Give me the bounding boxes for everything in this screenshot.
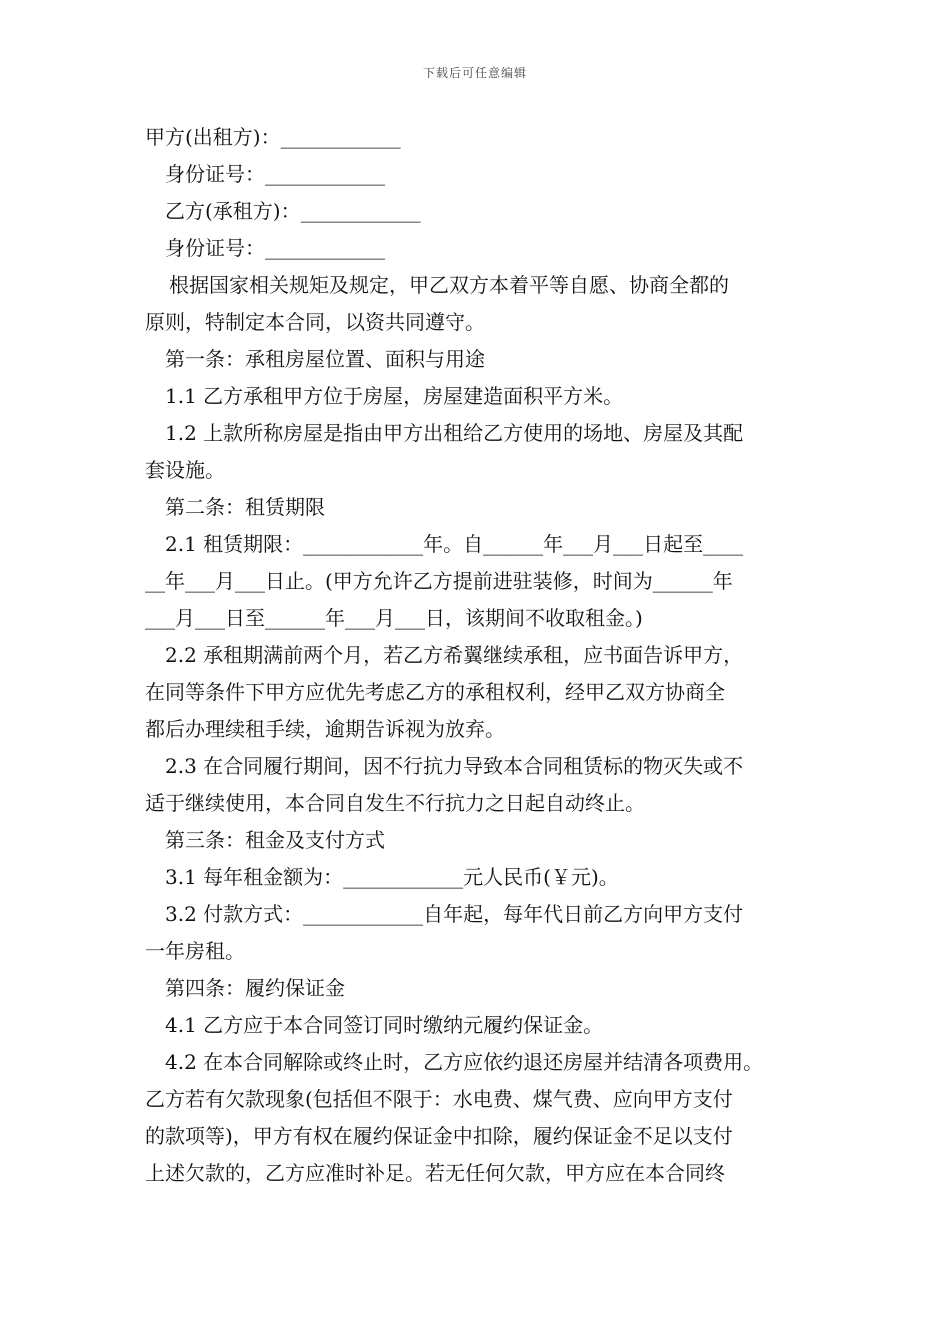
clause-line: 4.2 在本合同解除或终止时，乙方应依约退还房屋并结清各项费用。: [165, 1050, 764, 1074]
article-heading: 第四条：履约保证金: [165, 976, 345, 1000]
clause-line: 1.1 乙方承租甲方位于房屋，房屋建造面积平方米。: [165, 384, 624, 408]
contract-body: [145, 119, 825, 1192]
article-heading: 第一条：承租房屋位置、面积与用途: [165, 347, 485, 371]
page-header: 下载后可任意编辑: [422, 66, 527, 80]
clause-line: 2.1 租赁期限：____________年。自______年___月___日起至____: [165, 532, 744, 556]
clause-line: 适于继续使用，本合同自发生不行抗力之日起自动终止。: [145, 791, 645, 815]
clause-line: __年___月___日止。(甲方允许乙方提前进驻装修，时间为______年: [145, 569, 733, 593]
article-heading: 第三条：租金及支付方式: [165, 828, 385, 852]
intro-paragraph-line: 根据国家相关规矩及规定，甲乙双方本着平等自愿、协商全都的: [169, 273, 729, 297]
clause-line: 3.2 付款方式：____________自年起，每年代日前乙方向甲方支付: [165, 902, 744, 926]
article-heading: 第二条：租赁期限: [165, 495, 325, 519]
clause-line: 的款项等)，甲方有权在履约保证金中扣除，履约保证金不足以支付: [145, 1124, 733, 1148]
id-number-line-b: 身份证号：____________: [165, 236, 385, 260]
clause-line: 2.2 承租期满前两个月，若乙方希翼继续承租，应书面告诉甲方，: [165, 643, 744, 667]
clause-line: 2.3 在合同履行期间，因不行抗力导致本合同租赁标的物灭失或不: [165, 754, 744, 778]
clause-line: 4.1 乙方应于本合同签订同时缴纳元履约保证金。: [165, 1013, 604, 1037]
clause-line: 套设施。: [145, 458, 225, 482]
clause-line: ___月___日至______年___月___日，该期间不收取租金。): [145, 606, 643, 630]
clause-line: 在同等条件下甲方应优先考虑乙方的承租权利，经甲乙双方协商全: [145, 680, 725, 704]
clause-line: 上述欠款的，乙方应准时补足。若无任何欠款，甲方应在本合同终: [145, 1161, 725, 1185]
clause-line: 乙方若有欠款现象(包括但不限于：水电费、煤气费、应向甲方支付: [145, 1087, 733, 1111]
clause-line: 一年房租。: [145, 939, 245, 963]
clause-line: 都后办理续租手续，逾期告诉视为放弃。: [145, 717, 505, 741]
intro-paragraph-line: 原则，特制定本合同，以资共同遵守。: [145, 310, 485, 334]
clause-line: 3.1 每年租金额为：____________元人民币(￥元)。: [165, 865, 619, 889]
party-b-line: 乙方(承租方)：____________: [165, 199, 421, 223]
id-number-line-a: 身份证号：____________: [165, 162, 385, 186]
party-a-line: 甲方(出租方)：____________: [145, 125, 401, 149]
clause-line: 1.2 上款所称房屋是指由甲方出租给乙方使用的场地、房屋及其配: [165, 421, 744, 445]
